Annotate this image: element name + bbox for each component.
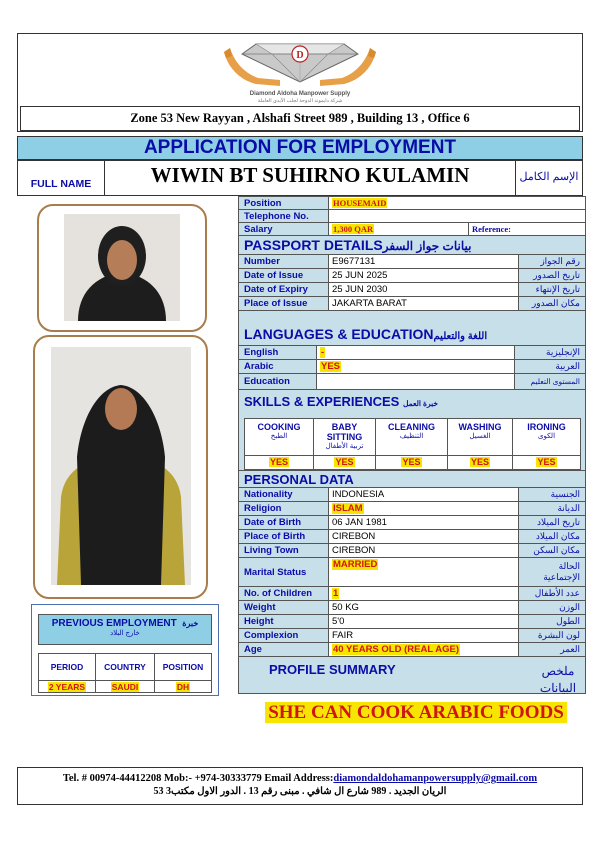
reference-label: Reference: <box>469 223 585 235</box>
previous-employment-title-en: PREVIOUS EMPLOYMENT <box>51 618 177 629</box>
position-value: HOUSEMAID <box>333 198 387 208</box>
position-value-cell <box>329 197 585 209</box>
english-ar: الإنجليزية <box>546 347 580 357</box>
nationality-value: INDONESIA <box>329 488 519 501</box>
date-of-expiry-value: 25 JUN 2030 <box>329 283 519 296</box>
language-row <box>239 346 585 360</box>
skill-value: YES <box>470 457 489 467</box>
passport-number-value: E9677131 <box>329 255 519 268</box>
passport-section-title <box>239 236 585 255</box>
full-body-photo-frame <box>33 335 208 599</box>
age-value: 40 YEARS OLD (REAL AGE) <box>333 644 459 655</box>
skill-value: YES <box>335 457 354 467</box>
place-of-birth-ar: مكان الميلاد <box>535 531 580 541</box>
skill-name-ar: تربية الأطفال <box>325 443 364 450</box>
skill-value: YES <box>402 457 421 467</box>
previous-employment-title <box>38 614 212 645</box>
footer-contact-text: Tel. # 00974-44412208 Mob:- +974-30333779 Email Address: <box>62 773 334 784</box>
personal-row <box>239 544 585 558</box>
previous-employment-title-ar2: خارج البلاد <box>110 630 140 637</box>
place-of-birth-label: Place of Birth <box>239 530 329 543</box>
skill-name-ar: الطبخ <box>270 433 288 440</box>
svg-text:D: D <box>296 50 304 61</box>
date-of-birth-ar: تاريخ الميلاد <box>537 517 580 527</box>
position-header: POSITION <box>162 662 204 672</box>
marital-status-value: MARRIED <box>333 559 378 570</box>
portrait-photo-frame <box>37 204 207 332</box>
skill-name-ar: الغسيل <box>469 433 491 440</box>
previous-employment-title-ar1: خبرة <box>182 619 199 628</box>
skills-title-ar: خبرة العمل <box>402 399 438 408</box>
email-link[interactable]: diamondaldohamanpowersupply@gmail.com <box>333 773 538 784</box>
skill-ironing <box>513 419 580 455</box>
skill-baby-sitting <box>314 419 376 455</box>
skills-table <box>244 418 581 470</box>
place-of-issue-value: JAKARTA BARAT <box>329 297 519 310</box>
previous-employment-table <box>38 653 212 693</box>
skill-name: WASHING <box>458 422 502 432</box>
previous-employment-box <box>31 604 219 696</box>
skill-name-ar: الكوى <box>537 433 556 440</box>
salary-value: 1,300 QAR <box>333 224 374 234</box>
letterhead <box>17 33 583 132</box>
personal-row <box>239 643 585 657</box>
position-label: Position <box>239 197 329 209</box>
skill-value-cell <box>376 455 448 469</box>
english-value-cell <box>317 346 515 359</box>
english-value: - <box>321 347 325 358</box>
complexion-ar: لون البشرة <box>537 630 580 640</box>
country-value-text: SAUDI <box>111 682 139 692</box>
children-value: 1 <box>333 588 339 599</box>
footer-address-ar: 53 الريان الجديد . 989 شارع ال شافي . مبنى رقم 13 . الدور الاول مكتب3 <box>153 786 447 797</box>
personal-row <box>239 488 585 502</box>
salary-value-cell <box>329 223 469 235</box>
marital-status-label: Marital Status <box>239 558 329 586</box>
country-value <box>96 680 155 692</box>
portrait-photo <box>64 214 180 321</box>
languages-title: LANGUAGES & EDUCATION <box>244 326 434 342</box>
living-town-ar: مكان السكن <box>533 545 580 555</box>
complexion-value: FAIR <box>329 629 519 642</box>
skill-value-cell <box>245 455 314 469</box>
skill-value-cell <box>448 455 513 469</box>
passport-number-ar: رقم الجواز <box>540 256 580 266</box>
language-row <box>239 374 585 390</box>
place-of-issue-label: Place of Issue <box>239 297 329 310</box>
form-title: APPLICATION FOR EMPLOYMENT <box>17 136 583 160</box>
passport-row <box>239 297 585 311</box>
skill-value: YES <box>269 457 288 467</box>
country-header: COUNTRY <box>96 654 155 680</box>
profile-summary-title-ar: ملخص البيانات <box>539 664 577 695</box>
personal-row <box>239 629 585 643</box>
passport-number-label: Number <box>239 255 329 268</box>
languages-section-title <box>239 311 585 346</box>
age-label: Age <box>239 643 329 656</box>
children-value-cell <box>329 587 519 600</box>
company-name-en: Diamond Aldoha Manpower Supply <box>249 91 351 97</box>
age-ar: العمر <box>560 644 580 654</box>
period-value-text: 2 YEARS <box>48 682 86 692</box>
date-of-issue-value: 25 JUN 2025 <box>329 269 519 282</box>
weight-value: 50 KG <box>329 601 519 614</box>
full-name-value: WIWIN BT SUHIRNO KULAMIN <box>105 161 516 195</box>
skills-title: SKILLS & EXPERIENCES <box>244 394 400 409</box>
telephone-value <box>329 210 585 222</box>
date-of-issue-ar: تاريخ الصدور <box>533 270 580 280</box>
passport-row <box>239 255 585 269</box>
company-address: Zone 53 New Rayyan , Alshafi Street 989 , Building 13 , Office 6 <box>20 106 580 131</box>
skill-name: COOKING <box>257 422 301 432</box>
personal-row <box>239 615 585 629</box>
nationality-ar: الجنسية <box>550 489 580 499</box>
skill-name: IRONING <box>527 422 566 432</box>
education-value <box>317 374 515 389</box>
date-of-birth-label: Date of Birth <box>239 516 329 529</box>
company-name-ar: شركة دايموند الدوحة لجلب الأيدي العاملة <box>257 98 343 104</box>
applicant-details <box>238 196 586 694</box>
marital-status-ar: الحالة الإجتماعية <box>543 561 580 582</box>
religion-ar: الديانة <box>557 503 580 513</box>
date-of-expiry-label: Date of Expiry <box>239 283 329 296</box>
position-value <box>155 680 211 692</box>
skill-name: CLEANING <box>388 422 435 432</box>
date-of-birth-value: 06 JAN 1981 <box>329 516 519 529</box>
skill-value: YES <box>537 457 556 467</box>
arabic-value-cell <box>317 360 515 373</box>
education-label: Education <box>239 374 317 389</box>
religion-value-cell <box>329 502 519 515</box>
skills-section-title <box>239 390 585 414</box>
full-body-photo <box>51 347 191 585</box>
personal-row <box>239 516 585 530</box>
personal-row <box>239 530 585 544</box>
children-ar: عدد الأطفال <box>534 588 580 598</box>
period-value <box>39 680 96 692</box>
skill-cooking <box>245 419 314 455</box>
salary-label: Salary <box>239 223 329 235</box>
diamond-hands-logo-icon <box>18 34 582 92</box>
language-row <box>239 360 585 374</box>
personal-row <box>239 558 585 587</box>
children-label: No. of Children <box>239 587 329 600</box>
living-town-value: CIREBON <box>329 544 519 557</box>
nationality-label: Nationality <box>239 488 329 501</box>
skill-washing <box>448 419 513 455</box>
english-label: English <box>239 346 317 359</box>
personal-section-title: PERSONAL DATA <box>239 470 585 488</box>
date-of-expiry-ar: تاريخ الإنتهاء <box>535 284 580 294</box>
passport-row <box>239 269 585 283</box>
period-header: PERIOD <box>39 654 96 680</box>
salary-row <box>239 223 585 236</box>
telephone-row <box>239 210 585 223</box>
skill-value-cell <box>513 455 580 469</box>
religion-value: ISLAM <box>333 503 363 514</box>
position-value-text: DH <box>176 682 190 692</box>
age-value-cell <box>329 643 519 656</box>
arabic-value: YES <box>321 361 341 372</box>
religion-label: Religion <box>239 502 329 515</box>
height-label: Height <box>239 615 329 628</box>
passport-title: PASSPORT DETAILS <box>244 237 383 253</box>
place-of-issue-ar: مكان الصدور <box>531 298 580 308</box>
weight-ar: الوزن <box>559 602 580 612</box>
personal-row <box>239 601 585 615</box>
complexion-label: Complexion <box>239 629 329 642</box>
education-ar: المستوى التعليم <box>530 377 580 386</box>
passport-title-ar: بيانات جواز السفر <box>382 239 472 253</box>
passport-row <box>239 283 585 297</box>
arabic-ar: العربية <box>555 361 580 371</box>
profile-summary-text-box <box>238 700 594 728</box>
living-town-label: Living Town <box>239 544 329 557</box>
skill-name-ar: التنظيف <box>399 433 424 440</box>
full-name-label-ar: الإسم الكامل <box>519 171 579 183</box>
height-ar: الطول <box>556 616 580 626</box>
arabic-label: Arabic <box>239 360 317 373</box>
height-value: 5'0 <box>329 615 519 628</box>
full-name-row <box>17 160 583 196</box>
telephone-label: Telephone No. <box>239 210 329 222</box>
weight-label: Weight <box>239 601 329 614</box>
personal-row <box>239 587 585 601</box>
skill-name: BABY SITTING <box>326 422 363 442</box>
profile-summary-title: PROFILE SUMMARY <box>269 662 396 677</box>
position-row <box>239 197 585 210</box>
marital-status-value-cell <box>329 558 519 586</box>
place-of-birth-value: CIREBON <box>329 530 519 543</box>
skill-cleaning <box>376 419 448 455</box>
date-of-issue-label: Date of Issue <box>239 269 329 282</box>
personal-row <box>239 502 585 516</box>
languages-title-ar: اللغة والتعليم <box>433 331 488 342</box>
footer-contact <box>17 767 583 805</box>
full-name-label: FULL NAME <box>18 161 105 195</box>
profile-summary-text: SHE CAN COOK ARABIC FOODS <box>265 702 567 723</box>
skill-value-cell <box>314 455 376 469</box>
